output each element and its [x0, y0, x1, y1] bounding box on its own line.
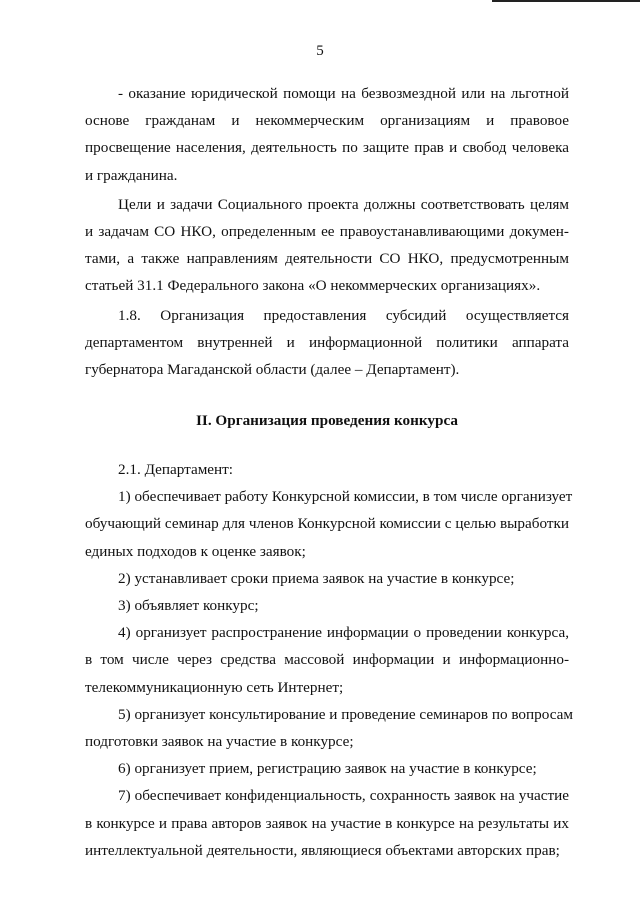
text-line: и задачам СО НКО, определенным ее правоустанавливающими докумен-	[85, 222, 569, 240]
section-heading: II. Организация проведения конкурса	[196, 412, 458, 430]
paragraph-legal-aid	[85, 80, 569, 189]
text-line: 6) организует прием, регистрацию заявок на участие в конкурсе;	[118, 760, 537, 778]
text-line: в конкурсе и права авторов заявок на участие в конкурсе на результаты их	[85, 814, 569, 832]
text-line: основе гражданам и некоммерческим организациям и правовое	[85, 112, 569, 130]
list-item	[85, 701, 573, 755]
text-line: 1) обеспечивает работу Конкурсной комиссии, в том числе организует	[118, 488, 573, 506]
text-line: телекоммуникационную сеть Интернет;	[85, 678, 344, 696]
text-line: - оказание юридической помощи на безвозмездной или на льготной	[118, 85, 569, 102]
list-item	[85, 619, 569, 701]
section-item-2-1	[85, 456, 569, 483]
paragraph-goals	[85, 191, 569, 300]
text-line: 4) организует распространение информации о проведении конкурса,	[118, 624, 569, 642]
text-line: единых подходов к оценке заявок;	[85, 542, 306, 560]
text-line: 2) устанавливает сроки приема заявок на участие в конкурсе;	[118, 569, 515, 587]
text-line: 2.1. Департамент:	[118, 461, 234, 479]
list-item	[85, 755, 569, 782]
text-line: в том числе через средства массовой информации и информационно-	[85, 651, 569, 669]
text-line: департаментом внутренней и информационной политики аппарата	[85, 333, 569, 351]
text-line: обучающий семинар для членов Конкурсной комиссии с целью выработки	[85, 515, 569, 533]
text-line: 7) обеспечивает конфиденциальность, сохранность заявок на участие	[118, 787, 569, 805]
list-item	[85, 565, 569, 592]
text-line: и гражданина.	[85, 166, 178, 184]
page-number: 5	[316, 43, 324, 59]
text-line: тами, а также направлениям деятельности СО НКО, предусмотренным	[85, 250, 569, 268]
text-line: 5) организует консультирование и проведение семинаров по вопросам	[118, 705, 573, 723]
text-line: статьей 31.1 Федерального закона «О некоммерческих организациях».	[85, 277, 541, 295]
top-border-line	[492, 0, 640, 2]
text-line: 3) объявляет конкурс;	[118, 597, 259, 614]
text-line: подготовки заявок на участие в конкурсе;	[85, 732, 354, 750]
text-line: Цели и задачи Социального проекта должны соответствовать целям	[118, 195, 569, 213]
text-line: интеллектуальной деятельности, являющиеся объектами авторских прав;	[85, 841, 560, 859]
text-line: 1.8. Организация предоставления субсидий осуществляется	[118, 306, 569, 324]
list-item	[85, 592, 569, 619]
list-item	[85, 782, 569, 864]
list-item	[85, 483, 573, 565]
paragraph-1-8	[85, 302, 569, 384]
document-body	[85, 80, 573, 864]
text-line: губернатора Магаданской области (далее – Департамент).	[85, 360, 460, 378]
text-line: просвещение населения, деятельность по защите прав и свобод человека	[85, 139, 569, 157]
